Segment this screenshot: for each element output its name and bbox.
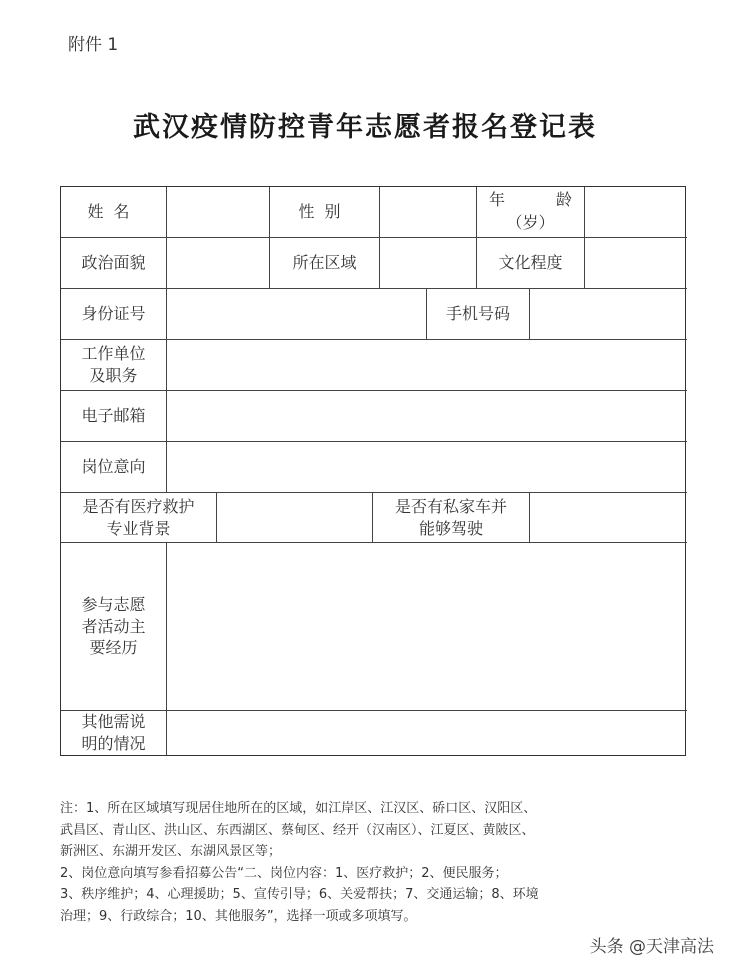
work-input-cell[interactable]: [167, 340, 687, 391]
political-label-cell: [61, 238, 167, 289]
id-label-cell: [61, 289, 167, 340]
work-label-cell: [61, 340, 167, 391]
note-line: 3、秩序维护；4、心理援助；5、宣传引导；6、关爱帮扶；7、交通运输；8、环境: [60, 887, 539, 902]
annex-label: 附件 1: [68, 35, 119, 55]
other-label-cell: [61, 711, 167, 755]
email-input-cell[interactable]: [167, 391, 687, 442]
car-label-line-2: 能够驾驶: [418, 518, 483, 538]
age-label-cell: [477, 187, 585, 238]
gender-label-cell: [270, 187, 380, 238]
medical-input-cell[interactable]: [217, 493, 373, 543]
age-label-part-2: 龄: [555, 190, 572, 209]
work-label-line-1: 工作单位: [81, 344, 146, 364]
work-label-line-2: 及职务: [89, 366, 138, 385]
position-label: 岗位意向: [81, 457, 146, 477]
note-line: 治理；9、行政综合；10、其他服务”，选择一项或多项填写。: [60, 908, 417, 924]
experience-label-cell: [61, 543, 167, 711]
email-label: 电子邮箱: [81, 406, 146, 426]
name-label-cell: [61, 187, 167, 238]
age-label-unit: （岁）: [506, 213, 555, 232]
position-input-cell[interactable]: [167, 442, 687, 493]
gender-input-cell[interactable]: [380, 187, 477, 238]
car-label-cell: [373, 493, 530, 543]
district-input-cell[interactable]: [380, 238, 477, 289]
medical-label-cell: [61, 493, 217, 543]
district-label: 所在区域: [292, 253, 357, 273]
political-input-cell[interactable]: [167, 238, 270, 289]
other-label-line-2: 明的情况: [81, 734, 146, 753]
id-input-cell[interactable]: [167, 289, 427, 340]
medical-label-line-1: 是否有医疗救护: [82, 496, 195, 516]
phone-label-cell: [427, 289, 530, 340]
medical-label-line-2: 专业背景: [106, 518, 171, 538]
age-label-part-1: 年: [489, 190, 506, 209]
experience-input-cell[interactable]: [167, 543, 687, 711]
experience-label-line-1: 参与志愿: [81, 595, 146, 615]
political-label: 政治面貌: [81, 253, 146, 273]
name-label: 姓名: [87, 202, 140, 222]
experience-label-line-2: 者活动主: [81, 616, 146, 636]
age-input-cell[interactable]: [585, 187, 687, 238]
gender-label: 性别: [298, 202, 351, 222]
phone-input-cell[interactable]: [530, 289, 687, 340]
note-line: 注：1、所在区域填写现居住地所在的区域，如江岸区、江汉区、硚口区、汉阳区、: [60, 801, 537, 816]
position-label-cell: [61, 442, 167, 493]
email-label-cell: [61, 391, 167, 442]
id-label: 身份证号: [81, 304, 146, 324]
note-line: 武昌区、青山区、洪山区、东西湖区、蔡甸区、经开（汉南区）、江夏区、黄陂区、: [60, 822, 535, 838]
education-label: 文化程度: [498, 253, 563, 273]
phone-label: 手机号码: [445, 304, 510, 324]
registration-form-table: [60, 186, 686, 756]
district-label-cell: [270, 238, 380, 289]
form-notes: [60, 798, 680, 927]
page-title: 武汉疫情防控青年志愿者报名登记表: [133, 112, 597, 143]
other-input-cell[interactable]: [167, 711, 687, 755]
education-input-cell[interactable]: [585, 238, 687, 289]
car-input-cell[interactable]: [530, 493, 687, 543]
name-input-cell[interactable]: [167, 187, 270, 238]
note-line: 2、岗位意向填写参看招募公告“二、岗位内容：1、医疗救护；2、便民服务；: [60, 865, 508, 881]
car-label-line-1: 是否有私家车并: [394, 496, 507, 516]
education-label-cell: [477, 238, 585, 289]
other-label-line-1: 其他需说: [81, 712, 146, 732]
experience-label-line-3: 要经历: [89, 638, 138, 658]
note-line: 新洲区、东湖开发区、东湖风景区等；: [60, 844, 282, 859]
source-watermark: 头条 @天津高法: [589, 937, 714, 957]
